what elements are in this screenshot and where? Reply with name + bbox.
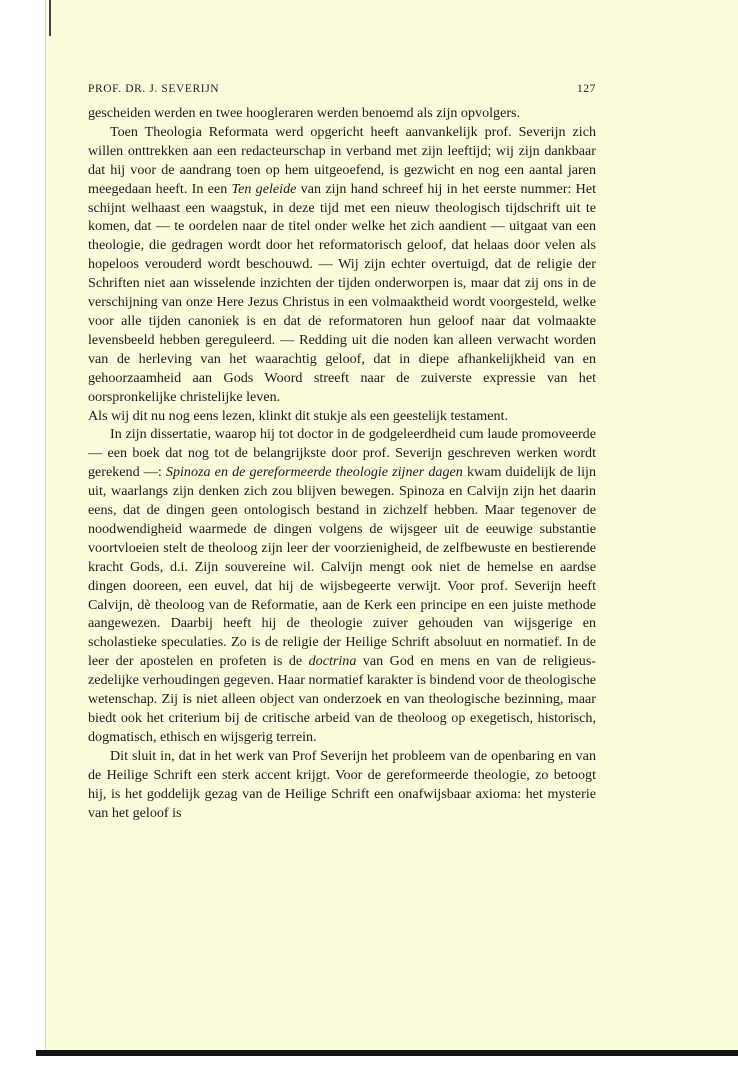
page-number: 127 [576,83,596,95]
bottom-rule [36,1050,738,1056]
paragraph-5 [88,747,596,823]
paragraph-3-text: Als wij dit nu nog eens lezen, klinkt dit stukje als een geestelijk testament. [88,407,508,424]
paragraph-1-text: gescheiden werden en twee hoogleraren werden benoemd als zijn opvolgers. [88,105,521,121]
paragraph-2-italic-title: Ten geleide [231,180,297,197]
paragraph-2 [88,123,596,407]
paragraph-4-text-a: In zijn dissertatie, waarop hij tot doctor in de godgeleerdheid cum laude promoveerde — een boek dat nog tot de belangrijkste door prof. Severijn geschreven werken wordt gerekend —: [88,426,596,481]
body-text [88,104,596,822]
paragraph-4-italic-term: doctrina [308,653,357,670]
paragraph-2-text-a: Toen Theologia Reformata werd opgericht heeft aanvankelijk prof. Severijn zich willen onttrekken aan een redacteurschap in verband met zijn leeftijd; wij zijn dankbaar dat hij voor de aandrang toen op hem uitgeoefend, is gezwicht en nog een aantal jaren meegedaan heeft. In een [88,123,596,197]
paragraph-4-italic-title: Spinoza en de gereformeerde theologie zijner dagen [165,464,463,481]
gutter-rule [49,0,51,36]
paragraph-5-text: Dit sluit in, dat in het werk van Prof Severijn het probleem van de openbaring en van de Heilige Schrift een sterk accent krijgt. Voor de gereformeerde theologie, zo betoogt hij, is het goddelijk gezag van de Heilige Schrift een onafwijsbaar axioma: het mysterie van het geloof is [88,747,596,821]
paragraph-2-text-b: van zijn hand schreef hij in het eerste nummer: Het schijnt welhaast een waagstuk, in deze tijd met een nieuw theologisch tijdschrift uit te komen, dat — te oordelen naar de titel onder welke het zich aandient — uitgaat van een theologie, die gedragen wordt door het reformatorisch geloof, dat helaas door velen als hopeloos verouderd wordt beschouwd. — Wij zijn echter overtuigd, dat de religie der Schriften niet aan wisselende inzichten der tijden onderworpen is, maar dat zij ons in de verschijning van onze Here Jezus Christus in een volmaaktheid wordt voorgesteld, welke voor alle tijden canoniek is en dat de reformatoren hun geloof naar dat volmaakte levensbeeld hebben gereguleerd. — Redding uit die noden kan alleen verwacht worden van de herleving van het waarachtig geloof, dat in diepe afhankelijkheid van en gehoorzaamheid aan Gods Woord streeft naar de zuiverste expressie van het oorspronkelijke christelijke leven. [88,180,597,405]
paragraph-4 [88,425,596,746]
paragraph-1 [88,104,596,123]
paragraph-4-text-b: kwam duidelijk de lijn uit, waarlangs zijn denken zich zou blijven bewegen. Spinoza en Calvijn zijn het daarin eens, dat de dingen geen ontologisch bestand in zichzelf hebben. Maar tegenover de noodwendigheid waarmede de dingen volgens de wijsgeer uit de eeuwige substantie voortvloeien stelt de theoloog zijn leer der voorzienigheid, de zelfbewuste en bestierende kracht Gods, d.i. Zijn souvereine wil. Calvijn mengt ook niet de hemelse en aardse dingen dooreen, een euvel, dat hij de wijsbegeerte verwijt. Voor prof. Severijn heeft Calvijn, dè theoloog van de Reformatie, aan de Kerk een principe en een juiste methode aangewezen. Daarbij heeft hij de theologie zuiver gehouden van wijsgerige en scholastieke speculaties. Zo is de religie der Heilige Schrift absoluut en normatief. In de leer der apostelen en profeten is de [88,464,596,670]
paragraph-4-text-c: van God en mens en van de religieus-zedelijke verhoudingen gegeven. Haar normatief karakter is bindend voor de theologische wetenschap. Zij is niet alleen object van onderzoek en van theologische bezinning, maar biedt ook het criterium bij de critische arbeid van de theoloog op exegetisch, historisch, dogmatisch, ethisch en wijsgerig terrein. [88,653,596,745]
paragraph-3 [88,407,596,426]
running-title: PROF. DR. J. SEVERIJN [88,83,220,95]
